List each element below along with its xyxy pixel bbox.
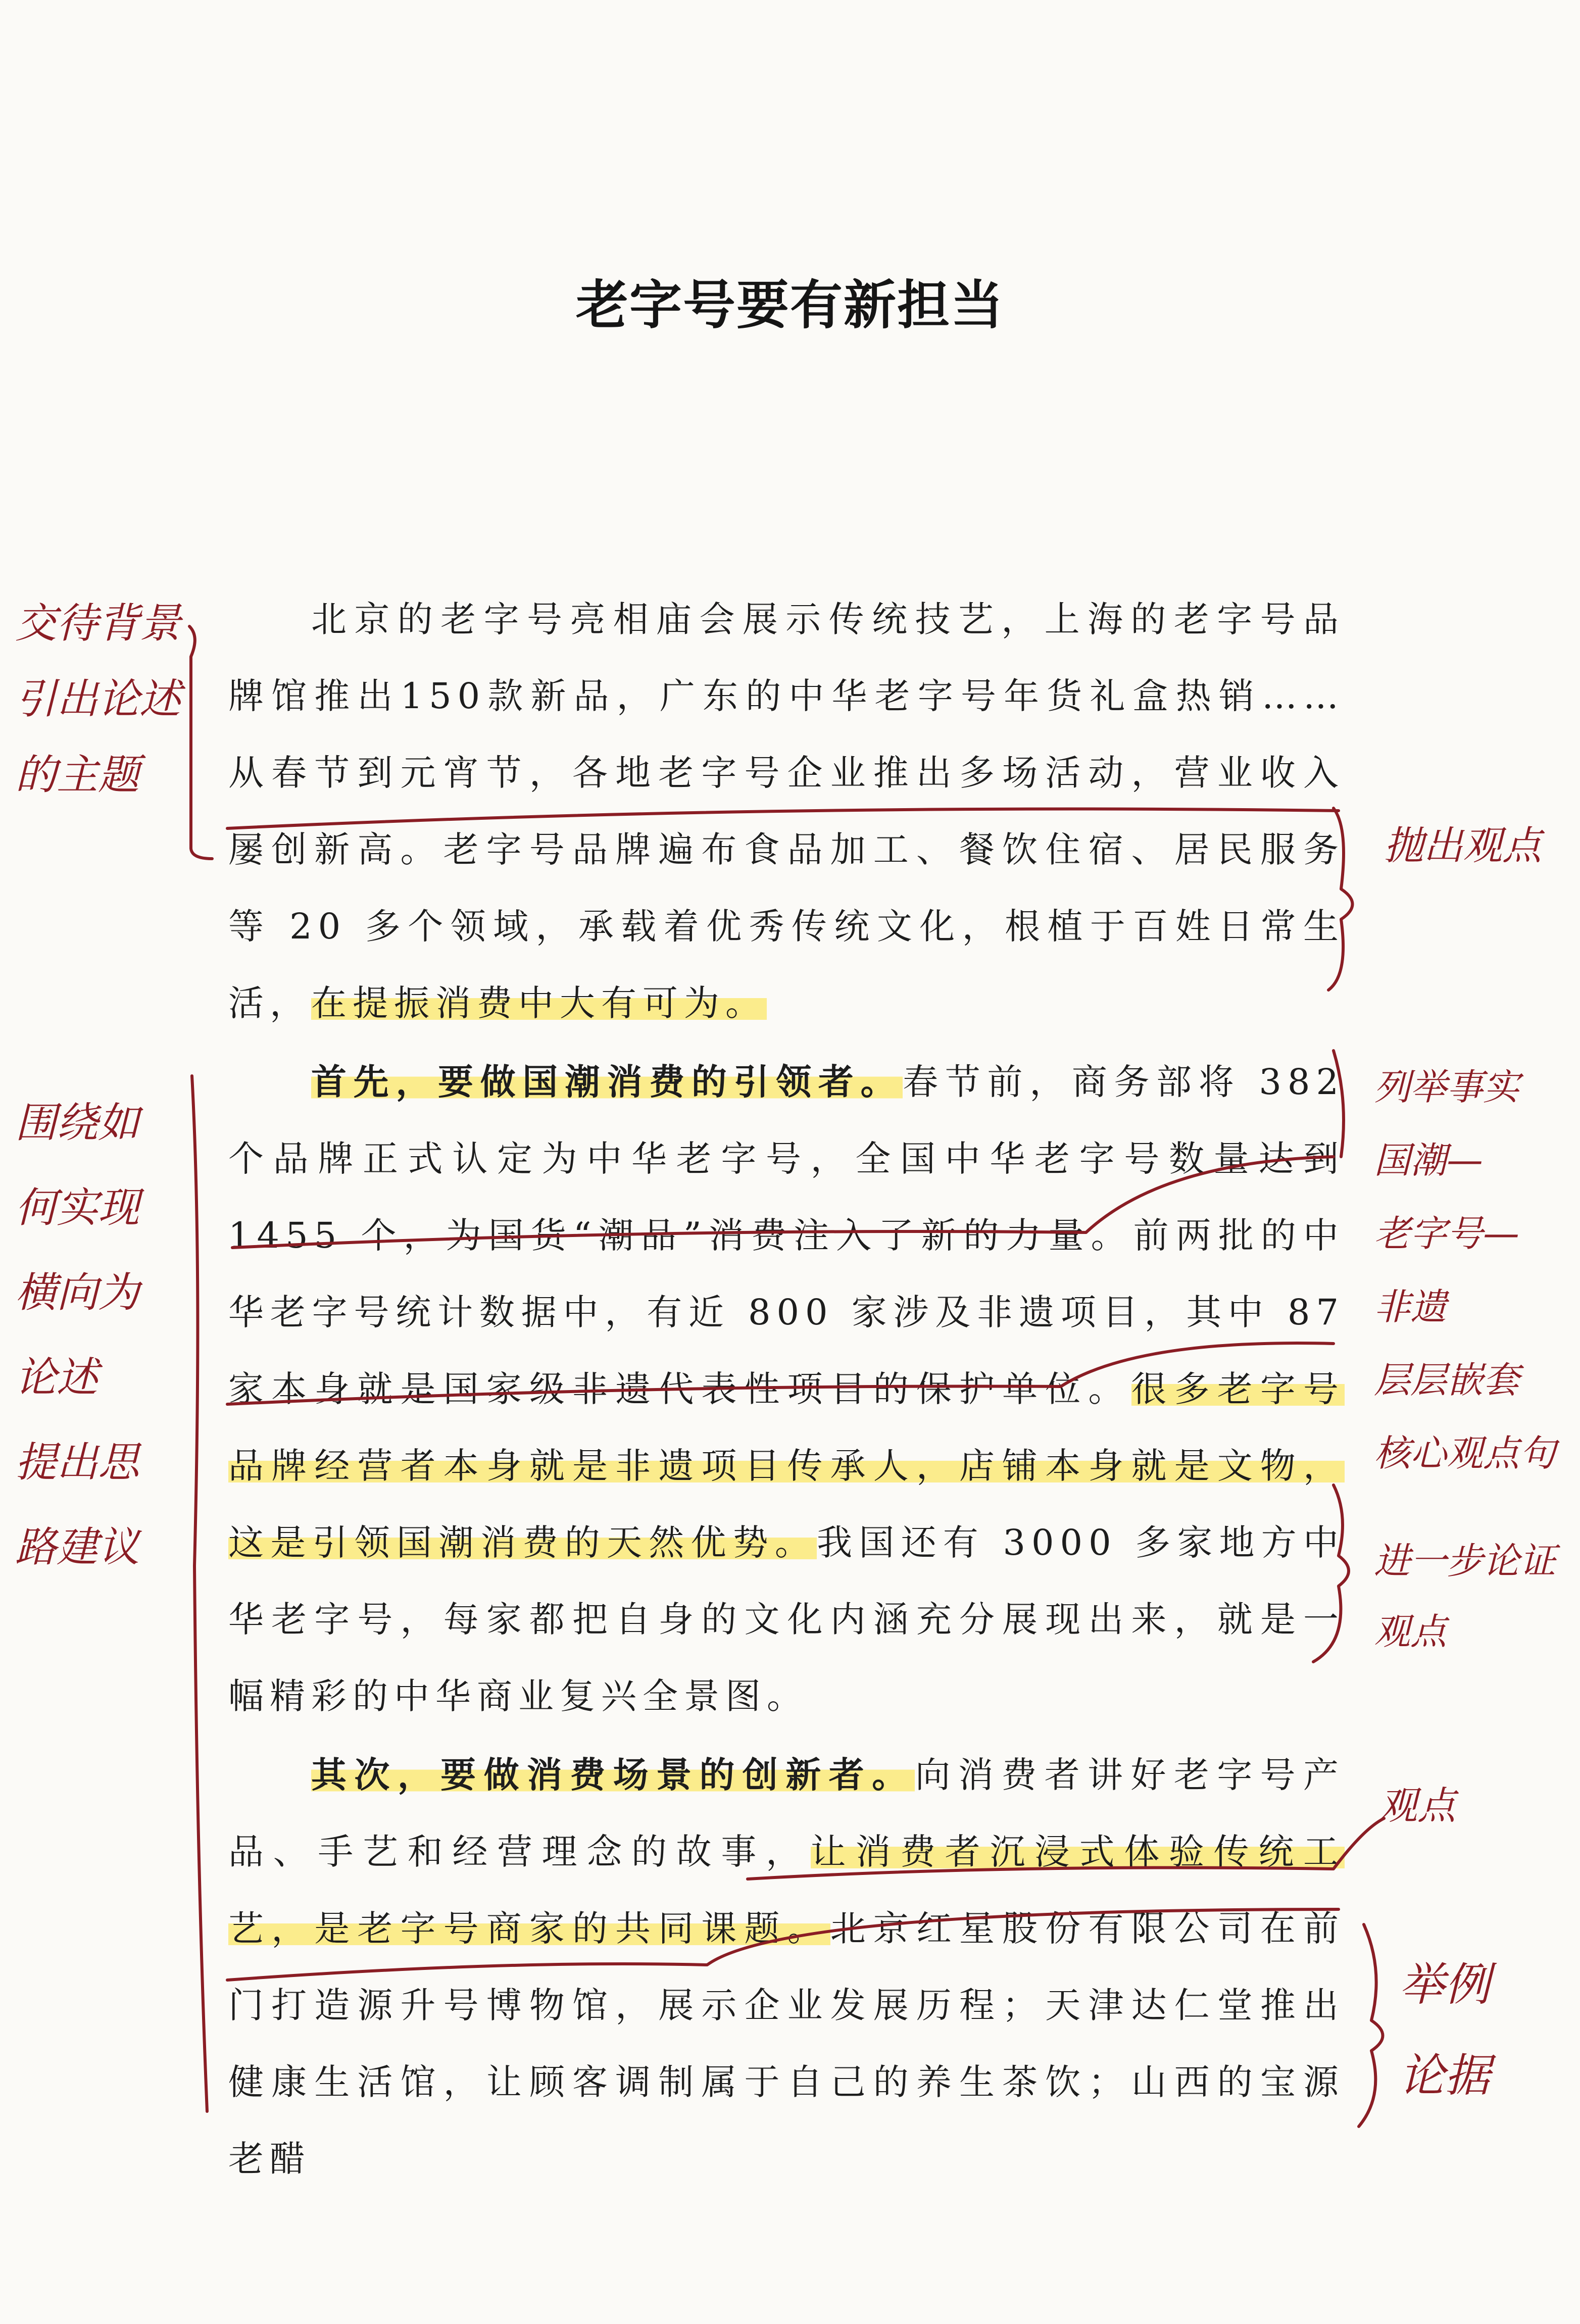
left-note-1-line-3: 的主题 <box>15 751 139 799</box>
right-bracket-1 <box>1328 808 1353 990</box>
p2-highlight: 很多老字号品牌经营者本身就是非遗项目传承人，店铺本身就是文物，这是引领国潮消费的天然优势。 <box>228 1368 1345 1563</box>
left-note-2-line-3: 横向为 <box>15 1269 139 1317</box>
right-note-5-line-2: 论据 <box>1399 2049 1490 2102</box>
left-note-2-line-2: 何实现 <box>15 1184 139 1232</box>
underline-1 <box>227 809 1339 828</box>
right-note-1: 抛出观点 <box>1384 823 1542 869</box>
right-note-2-line-2: 国潮— <box>1374 1139 1484 1181</box>
underline-3 <box>227 1343 1334 1404</box>
right-note-2-line-3: 老字号— <box>1374 1212 1520 1255</box>
left-note-2-line-6: 路建议 <box>15 1523 139 1571</box>
right-bracket-3 <box>1313 1485 1349 1662</box>
left-bracket-1 <box>189 626 212 859</box>
p3-s2: 北京红星股份有限公司在前门打造源升号博物馆，展示企业发展历程；天津达仁堂推出健康生活馆，让顾客调制属于自己的养生茶饮；山西的宝源老醋 <box>228 1908 1345 2180</box>
left-note-2-line-1: 围绕如 <box>15 1099 139 1147</box>
right-note-2-line-6: 核心观点句 <box>1374 1432 1556 1474</box>
right-note-2-line-5: 层层嵌套 <box>1374 1359 1520 1401</box>
right-note-3-line-1: 进一步论证 <box>1374 1540 1556 1582</box>
right-note-5-line-1: 举例 <box>1399 1958 1490 2011</box>
p3-highlight: 让消费者沉浸式体验传统工艺，是老字号商家的共同课题。 <box>228 1831 1345 1949</box>
p3-heading: 其次，要做消费场景的创新者。 <box>311 1754 915 1796</box>
page-title: 老字号要有新担当 <box>575 274 1004 336</box>
right-bracket-4 <box>1359 1924 1383 2127</box>
underline-2 <box>232 1157 1334 1248</box>
underline-4 <box>748 1818 1384 1879</box>
right-note-4: 观点 <box>1379 1783 1456 1828</box>
p2-s3: 我国还有 3000 多家地方中华老字号，每家都把自身的文化内涵充分展现出来，就是一幅精彩的中华商业复兴全景图。 <box>228 1522 1345 1717</box>
right-bracket-2 <box>1334 1051 1344 1157</box>
left-note-2-line-4: 论述 <box>15 1354 98 1402</box>
underline-5 <box>227 1909 1339 1980</box>
left-bracket-2 <box>192 1076 207 2111</box>
left-note-1-line-2: 引出论述 <box>15 675 181 723</box>
p1-intro: 北京的老字号亮相庙会展示传统技艺，上海的老字号品牌馆推出150款新品，广东的中华老字号年货礼盒热销……从春节到元宵节，各地老字号企业推出多场活动，营业收入屡创新高。 <box>228 599 1345 870</box>
right-note-2-line-1: 列举事实 <box>1374 1066 1520 1108</box>
right-note-3-line-2: 观点 <box>1374 1610 1447 1653</box>
right-note-2-line-4: 非遗 <box>1374 1285 1447 1328</box>
p1-body: 老字号品牌遍布食品加工、餐饮住宿、居民服务等 20 多个领域，承载着优秀传统文化，根植于百姓日常生活， <box>228 829 1345 1024</box>
p1-highlight: 在提振消费中大有可为。 <box>311 982 767 1024</box>
p2-s2: 前两批的中华老字号统计数据中，有近 800 家涉及非遗项目，其中 87 家本身就是国家级非遗代表性项目的保护单位。 <box>228 1215 1345 1410</box>
p2-s1: 春节前，商务部将 382 个品牌正式认定为中华老字号，全国中华老字号数量达到 1455 个，为国货“潮品”消费注入了新的力量。 <box>228 1061 1345 1256</box>
left-note-2-line-5: 提出思 <box>15 1439 139 1487</box>
p2-heading: 首先，要做国潮消费的引领者。 <box>311 1061 903 1103</box>
p3-s1: 向消费者讲好老字号产品、手艺和经营理念的故事， <box>228 1754 1345 1872</box>
left-note-1-line-1: 交待背景 <box>15 600 181 648</box>
